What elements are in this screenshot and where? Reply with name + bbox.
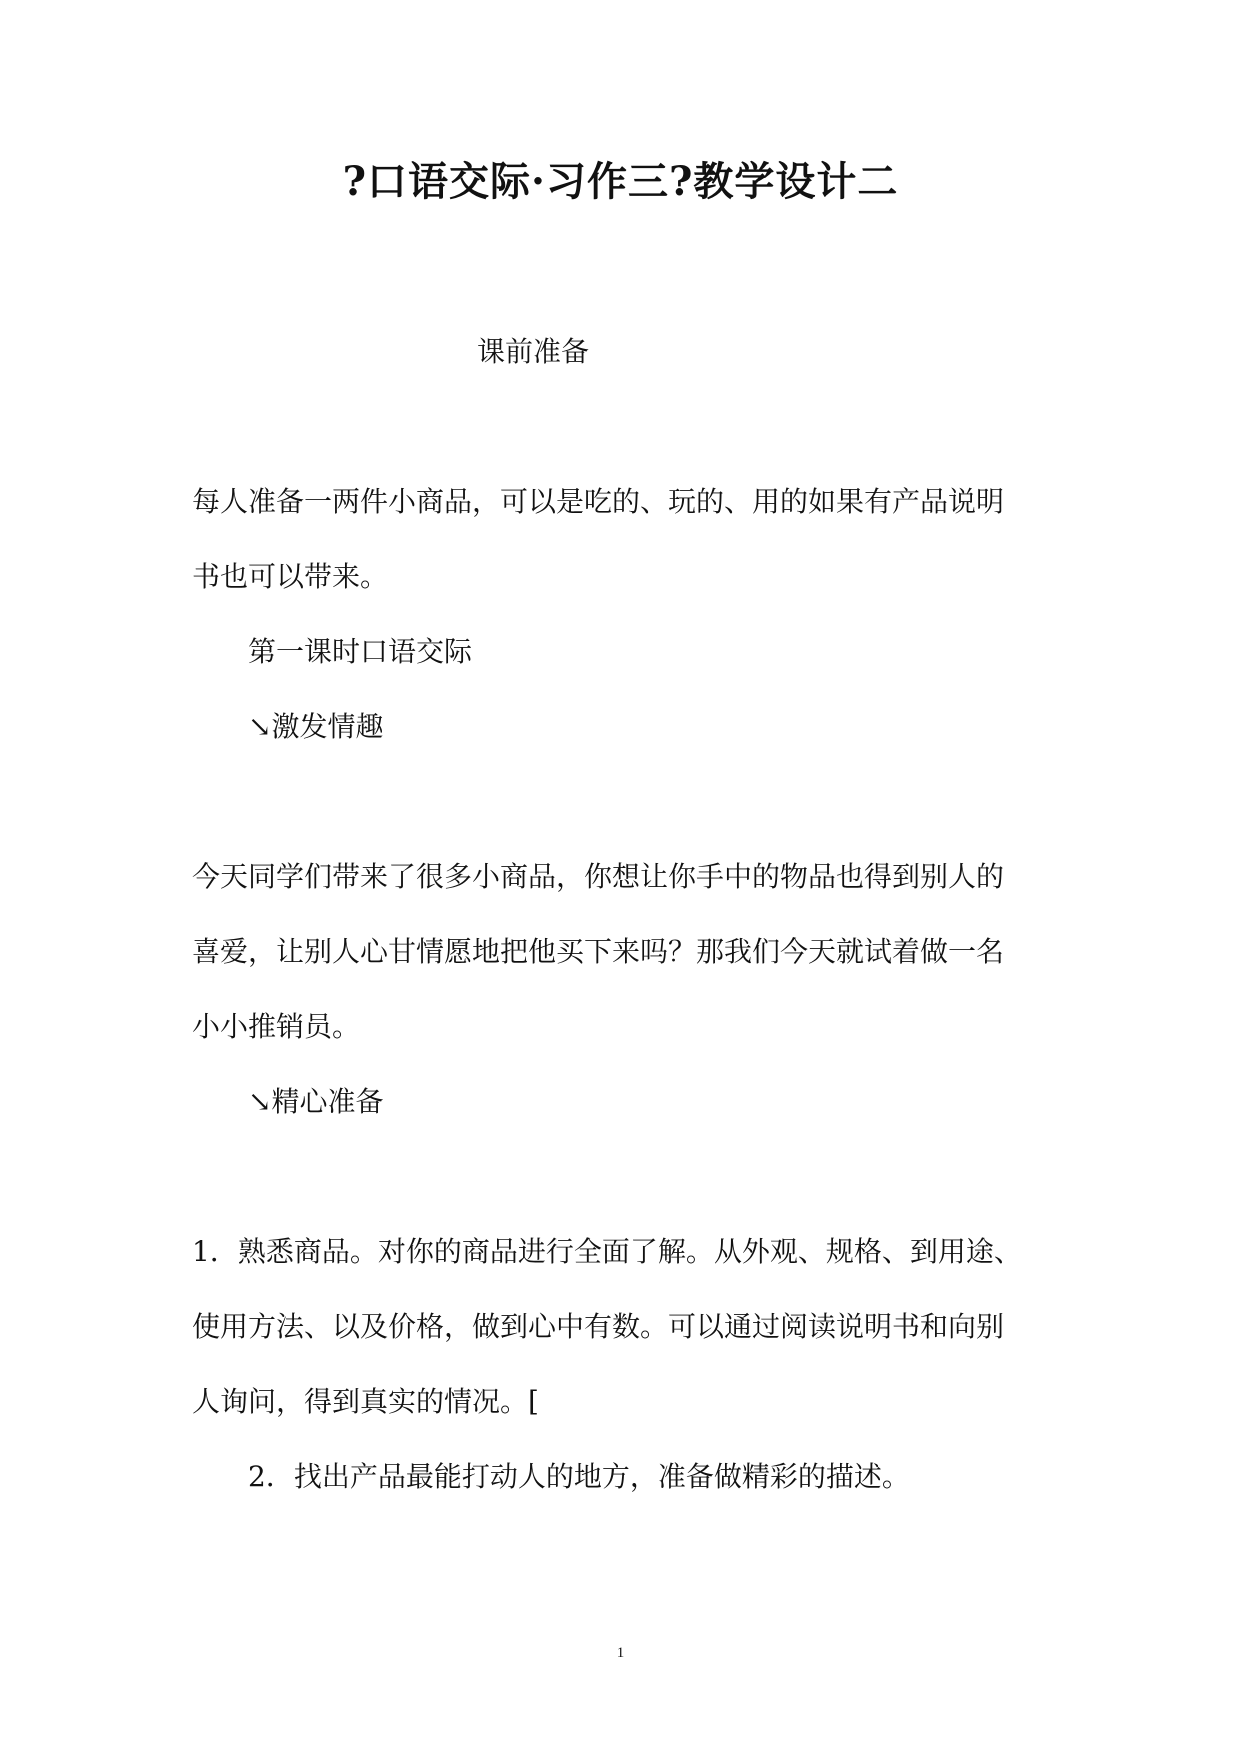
section-heading-prep: 课前准备 [477,335,590,368]
paragraph-line: 今天同学们带来了很多小商品，你想让你手中的物品也得到别人的 [192,860,1005,893]
paragraph-line: 每人准备一两件小商品，可以是吃的、玩的、用的如果有产品说明 [192,485,1005,518]
document-title: ?口语交际·习作三?教学设计二 [342,158,899,205]
list-item-line: 2．找出产品最能打动人的地方，准备做精彩的描述。 [248,1460,910,1493]
list-item-line: 1．熟悉商品。对你的商品进行全面了解。从外观、规格、到用途、 [192,1235,1022,1268]
lesson-heading: 第一课时口语交际 [248,635,473,668]
step-heading: ↘精心准备 [248,1085,384,1118]
list-item-line: 人询问，得到真实的情况。[ [192,1385,539,1418]
paragraph-line: 小小推销员。 [192,1010,361,1043]
page-number: 1 [616,1645,625,1661]
step-heading: ↘激发情趣 [248,710,384,743]
list-item-line: 使用方法、以及价格，做到心中有数。可以通过阅读说明书和向别 [192,1310,1005,1343]
paragraph-line: 书也可以带来。 [192,560,389,593]
paragraph-line: 喜爱，让别人心甘情愿地把他买下来吗？那我们今天就试着做一名 [192,935,1005,968]
